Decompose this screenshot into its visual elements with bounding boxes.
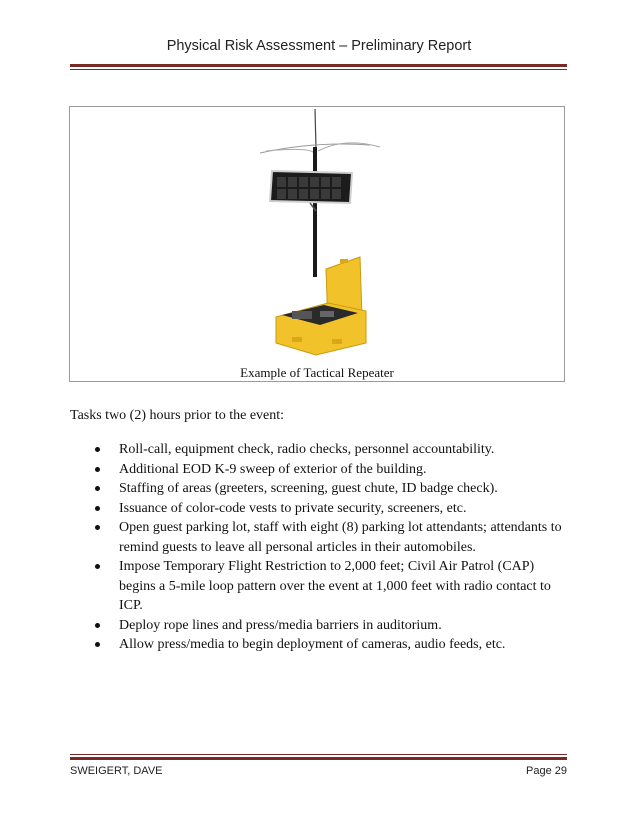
list-item-text: Issuance of color-code vests to private security, screeners, etc. bbox=[119, 500, 467, 516]
footer-rule-thick bbox=[70, 757, 567, 760]
bullet-icon bbox=[95, 506, 100, 511]
task-bullet-list bbox=[93, 440, 573, 655]
figure-caption: Example of Tactical Repeater bbox=[240, 365, 394, 380]
list-item-text: Impose Temporary Flight Restriction to 2,000 feet; Civil Air Patrol (CAP) begins a 5-mile loop pattern over the event at 1,000 feet with radio contact to ICP. bbox=[119, 559, 551, 613]
bullet-icon bbox=[95, 623, 100, 628]
bullet-icon bbox=[95, 447, 100, 452]
header-rule-thin bbox=[70, 69, 567, 70]
list-item-text: Additional EOD K-9 sweep of exterior of the building. bbox=[119, 461, 427, 477]
page-header-title: Physical Risk Assessment – Preliminary Report bbox=[166, 38, 472, 54]
figure-box bbox=[69, 106, 565, 382]
list-item bbox=[93, 616, 573, 636]
bullet-icon bbox=[95, 564, 100, 569]
list-item-text: Roll-call, equipment check, radio checks, personnel accountability. bbox=[119, 442, 495, 457]
header-rule-thick bbox=[70, 64, 567, 67]
list-item bbox=[93, 499, 573, 519]
caption-divider bbox=[70, 381, 564, 382]
footer-page-number: Page 29 bbox=[526, 765, 567, 777]
list-item bbox=[93, 635, 573, 655]
footer-author: SWEIGERT, DAVE bbox=[70, 765, 163, 777]
section-intro: Tasks two (2) hours prior to the event: bbox=[70, 408, 285, 423]
footer-rule-thin bbox=[70, 754, 567, 755]
list-item bbox=[93, 518, 573, 557]
list-item-text: Open guest parking lot, staff with eight (8) parking lot attendants; attendants to remind guests to leave all personal articles in their automobiles. bbox=[119, 520, 562, 555]
bullet-icon bbox=[95, 642, 100, 647]
list-item-text: Staffing of areas (greeters, screening, guest chute, ID badge check). bbox=[119, 481, 498, 496]
bullet-icon bbox=[95, 525, 100, 530]
tactical-repeater-image bbox=[70, 107, 564, 363]
list-item-text: Deploy rope lines and press/media barriers in auditorium. bbox=[119, 617, 442, 633]
list-item bbox=[93, 460, 573, 480]
list-item bbox=[93, 440, 573, 460]
bullet-icon bbox=[95, 467, 100, 472]
list-item bbox=[93, 479, 573, 499]
bullet-icon bbox=[95, 486, 100, 491]
list-item-text: Allow press/media to begin deployment of cameras, audio feeds, etc. bbox=[119, 637, 506, 652]
list-item bbox=[93, 557, 573, 616]
